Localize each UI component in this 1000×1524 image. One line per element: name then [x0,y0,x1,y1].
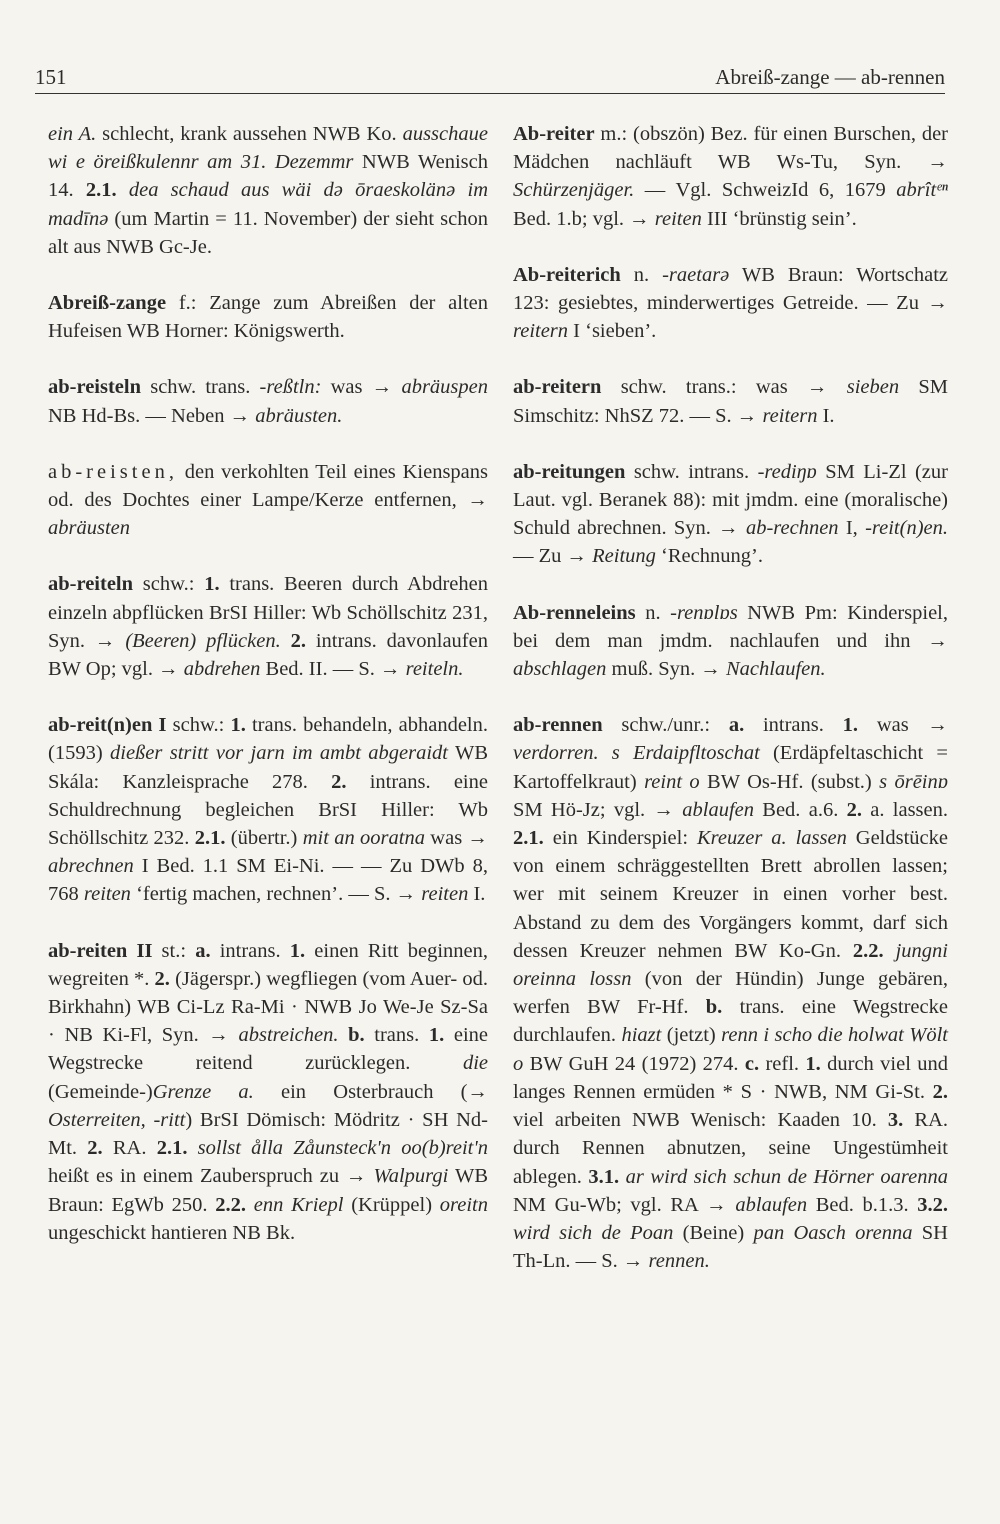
text-segment: (jetzt) [661,1024,722,1047]
text-segment: I, [838,517,866,540]
entry-text [513,120,948,233]
text-segment [187,1137,197,1159]
italic-text: -raetarə [662,263,730,286]
italic-text: jungni oreinna lossn [513,939,949,991]
italic-text: enn Kriepl [253,1193,344,1216]
text-segment: (Gemeinde-) [48,1080,153,1103]
dictionary-entry [513,261,948,346]
text-segment: SM Simschitz: NhSZ 72. — S. → [513,376,948,427]
running-title: Abreiß-zange — ab-rennen [715,65,945,89]
headword-or-number: 2. [87,1137,103,1160]
text-segment: schw.: [133,573,205,596]
italic-text: Nachlaufen. [725,658,826,681]
dictionary-entry [48,458,488,543]
text-segment: einen Ritt beginnen, wegreiten *. [48,939,488,990]
italic-text: abschlagen [513,658,607,681]
text-segment: schlecht, krank aussehen NWB Ko. [96,123,403,145]
italic-text: Osterreiten, -ritt [48,1108,186,1131]
text-segment: Bed. II. — S. → [260,658,406,681]
text-segment: WB Skála: Kanzleisprache 278. [48,742,489,793]
headword-or-number: a. [728,714,745,737]
entry-text [48,458,488,543]
italic-text: mit an ooratna [302,827,425,850]
italic-text: Walpurgi [373,1165,449,1188]
italic-text: ablaufen [682,798,754,821]
text-segment: Bed. b.1.3. [807,1193,918,1216]
italic-text: dießer stritt vor jarn im ambt abgeraidt [110,742,448,765]
text-segment: (um Martin = 11. November) der sieht schon alt aus NWB Gc-Je. [48,207,488,258]
entry-text [513,711,948,1275]
text-segment: st.: [152,939,196,962]
dictionary-entry [513,120,948,233]
italic-text: abräusten. [255,404,343,427]
text-segment [338,1024,348,1046]
italic-text: abräuspen [401,376,488,399]
italic-text: sieben [846,376,900,399]
headword-or-number: 2. [932,1080,948,1103]
text-segment: (Krüppel) [343,1193,440,1216]
text-segment: schw. trans. [141,376,260,399]
entry-text [513,458,948,571]
text-segment: — Vgl. SchweizId 6, 1679 [634,179,897,202]
headword-or-number: 2. [290,629,306,652]
text-segment [117,179,129,201]
headword-or-number: 2. [846,798,862,821]
headword-or-number: b. [348,1024,365,1047]
headword-or-number: ab-reisten, [48,460,178,483]
headword-or-number: Ab-reiterich [513,263,621,286]
dictionary-entry [513,599,948,684]
italic-text: renn i scho die holwat Wölt o [513,1024,948,1075]
entry-text [513,261,948,346]
text-segment: viel arbeiten NWB Wenisch: Kaaden 10. [513,1109,888,1132]
header-rule [35,93,945,94]
text-segment: ein Kinderspiel: [543,827,697,850]
italic-text: abstreichen. [238,1024,339,1047]
text-segment: trans. [364,1024,429,1047]
text-segment: durch viel und langes Rennen ermüden * S · NWB, NM Gi-St. [513,1052,948,1103]
headword-or-number: ab-reitungen [513,460,626,483]
headword-or-number: 1. [289,939,306,962]
italic-text: Schürzenjäger. [513,179,635,202]
headword-or-number: ab-rennen [513,714,603,737]
entry-text [48,120,488,261]
dictionary-entry [48,373,488,429]
headword-or-number: 2. [154,967,170,990]
italic-text: ein A. [48,123,97,145]
text-segment: ungeschickt hantieren NB Bk. [48,1221,296,1244]
text-segment: RA. durch Rennen abnutzen, seine Ungestümheit ablegen. [513,1109,948,1188]
headword-or-number: b. [705,996,723,1019]
italic-text: Kreuzer a. lassen [697,827,847,850]
dictionary-entry [513,458,948,571]
text-segment: NWB Wenisch 14. [48,151,488,202]
text-segment [884,940,896,962]
italic-text: abrîtᵉⁿ [896,179,948,202]
text-segment: schw.: [166,714,231,737]
text-segment: den verkohlten Teil eines Kienspans od. des Dochtes einer Lampe/Kerze entfernen, → [48,460,488,512]
headword-or-number: ab-reiten II [48,939,153,962]
italic-text: Grenze a. [152,1080,254,1103]
entry-text [48,937,488,1247]
italic-text: reint o [644,770,700,793]
italic-text: abrechnen [48,855,134,878]
headword-or-number: 2. [331,770,347,793]
italic-text: ab-rechnen [745,517,839,540]
italic-text: Reitung [592,545,656,568]
headword-or-number: 1. [204,573,220,596]
text-segment: was → [858,714,948,737]
headword-or-number: 2.1. [513,827,544,850]
text-segment: I. [468,883,486,906]
text-segment: schw. intrans. [625,460,758,483]
headword-or-number: 1. [230,714,246,737]
italic-text: oreitn [439,1193,488,1216]
text-segment: heißt es in einem Zauberspruch zu → [48,1165,374,1188]
italic-text: sollst ålla Zåunsteck'n oo(b)reit'n [197,1137,488,1160]
italic-text: -renɒlɒs [670,601,738,624]
text-segment: Bed. a.6. [754,798,847,821]
headword-or-number: Abreiß-zange [48,292,167,315]
text-segment: intrans. [744,714,843,737]
italic-text: reiten [654,207,702,230]
headword-or-number: 1. [428,1024,445,1047]
right-column [513,120,948,1303]
text-segment: III ‘brünstig sein’. [701,207,857,230]
text-segment: was → [424,827,488,850]
text-segment: (übertr.) [225,827,303,850]
text-segment: I ‘sieben’. [568,320,657,343]
italic-text: ausschaue wi e öreißkulennr am 31. Dezemmr [48,123,488,174]
italic-text: -reit(n)en. [865,517,949,540]
headword-or-number: 2.1. [85,179,117,202]
text-segment: f.: Zange zum Abreißen der alten Hufeisen WB Horner: Königswerth. [48,292,488,343]
text-segment: Bed. 1.b; vgl. → [513,207,655,230]
text-segment: intrans. davonlaufen BW Op; vgl. → [48,629,488,681]
headword-or-number: ab-reitern [513,376,602,399]
dictionary-entry [48,120,488,261]
text-segment [246,1194,254,1216]
italic-text: wird sich de Poan [513,1221,674,1244]
text-segment: ) BrSI Dömisch: Mödritz · SH Nd-Mt. [48,1108,488,1160]
entry-text [48,373,488,429]
headword-or-number: 1. [805,1052,821,1075]
text-segment: WB Braun: EgWb 250. [48,1165,488,1216]
headword-or-number: c. [744,1052,760,1075]
italic-text: reiten [83,883,131,906]
dictionary-entry [48,570,488,683]
text-segment: (von der Hündin) Junge gebären, werfen BW Fr-Hf. [513,968,948,1019]
headword-or-number: a. [195,939,211,962]
italic-text: dea schaud aus wäi də ōraeskolänə im madīnə [48,179,489,230]
text-segment: schw./unr.: [602,714,729,737]
entry-text [513,599,948,684]
headword-or-number: 2.2. [215,1193,246,1216]
headword-or-number: 1. [842,714,859,737]
text-segment: I Bed. 1.1 SM Ei-Ni. — — Zu DWb 8, 768 [48,855,488,906]
italic-text: abräusten [48,517,130,540]
text-segment: (Erdäpfeltaschicht = Kartoffelkraut) [513,742,948,793]
italic-text: reitern [762,404,818,427]
text-segment: BW Os-Hf. (subst.) [699,770,880,793]
text-segment: (Jägerspr.) wegfliegen (vom Auer- od. Birkhahn) WB Ci-Lz Ra-Mi · NWB Jo We-Je Sz-Sa · NB Ki-Fl, Syn. → [48,967,488,1047]
text-segment: Geldstücke von einem schräggestellten Brett abrollen lassen; wer mit seinem Kreuzer in einen vorher best. Abstand zu dem des Vorgängers kommt, darf sich dessen Kreuzer nehmen BW Ko-Gn. [513,827,948,962]
italic-text: reiteln. [405,658,464,681]
italic-text: reitern [513,320,569,343]
dictionary-entry [513,373,948,429]
text-segment: SM Li-Zl (zur Laut. vgl. Beranek 88): mit jmdm. eine (moralische) Schuld abrechnen. Syn. → [513,460,948,540]
dictionary-entry [48,937,488,1247]
text-segment: SM Hö-Jz; vgl. → [513,798,683,821]
headword-or-number: 2.1. [194,827,226,850]
headword-or-number: ab-reiteln [48,573,134,596]
text-segment: refl. [759,1052,806,1075]
italic-text: verdorren. [513,742,599,765]
text-segment: intrans. [210,939,290,962]
text-segment: m.: (obszön) Bez. für einen Burschen, der Mädchen nachläuft WB Ws-Tu, Syn. → [513,123,948,174]
text-segment: — Zu → [513,545,593,568]
entry-text [48,570,488,683]
text-segment: BW GuH 24 (1972) 274. [523,1052,745,1075]
italic-text: s ōrēinɒ [879,770,948,793]
running-header [35,60,945,90]
text-segment: intrans. eine Schuldrechnung begleichen BrSI Hiller: Wb Schöllschitz 232. [48,770,488,850]
text-segment: was → [321,376,402,399]
headword-or-number: 3.2. [917,1193,948,1216]
text-segment: I. [817,404,835,427]
text-segment: a. lassen. [861,798,949,821]
dictionary-entry [48,289,488,345]
italic-text: ar wird sich schun de Hörner oarenna [625,1165,948,1188]
dictionary-entry [48,711,488,908]
italic-text: reiten [421,883,469,906]
page-number: 151 [35,65,67,89]
italic-text: rennen. [648,1250,710,1273]
text-segment: trans. Beeren durch Abdrehen einzeln abpflücken BrSI Hiller: Wb Schöllschitz 231, Syn. → [48,573,488,652]
text-segment: n. [635,601,671,624]
text-segment: trans. behandeln, abhandeln. (1593) [48,714,488,765]
headword-or-number: ab-reisteln [48,376,142,399]
text-segment: trans. eine Wegstrecke durchlaufen. [513,996,948,1047]
left-column [48,120,488,1275]
italic-text: ablaufen [735,1193,808,1216]
dictionary-entry [513,711,948,1275]
text-segment: schw. trans.: was → [601,376,847,399]
entry-text [48,289,488,345]
headword-or-number: ab-reit(n)en I [48,714,167,737]
text-segment: WB Braun: Wortschatz 123: gesiebtes, minderwertiges Getreide. — Zu → [513,263,948,315]
italic-text: -rediŋɒ [757,460,817,483]
text-segment: ‘Rechnung’. [655,545,763,568]
text-segment: NWB Pm: Kinderspiel, bei dem man jmdm. nachlaufen und ihn → [513,601,948,652]
text-segment: eine Wegstrecke reitend zurücklegen. [48,1024,488,1075]
text-segment: n. [620,263,663,286]
text-segment [599,742,612,764]
italic-text: -reßtln: [259,376,322,399]
italic-text: (Beeren) pflücken. [125,629,281,652]
text-segment: ein Osterbrauch (→ [253,1080,488,1103]
text-segment: (Beine) [673,1221,754,1244]
text-segment: NM Gu-Wb; vgl. RA → [513,1193,736,1216]
text-segment: ‘fertig machen, rechnen’. — S. → [130,883,422,906]
headword-or-number: 2.1. [156,1137,188,1160]
text-segment [281,630,291,652]
headword-or-number: Ab-renneleins [513,601,636,624]
entry-text [48,711,488,908]
italic-text: pan Oasch orenna [753,1221,913,1244]
italic-text: die [462,1052,488,1075]
italic-text: abdrehen [183,658,261,681]
headword-or-number: 2.2. [852,939,884,962]
text-segment: NB Hd-Bs. — Neben → [48,404,256,427]
headword-or-number: 3.1. [588,1165,620,1188]
italic-text: hiazt [621,1024,662,1047]
entry-text [513,373,948,429]
headword-or-number: 3. [887,1109,904,1132]
headword-or-number: Ab-reiter [513,123,595,145]
italic-text: s Erdaipfltoschat [611,742,760,765]
text-segment: muß. Syn. → [606,658,726,681]
text-segment: SH Th-Ln. — S. → [513,1221,948,1273]
text-segment: RA. [102,1137,157,1160]
